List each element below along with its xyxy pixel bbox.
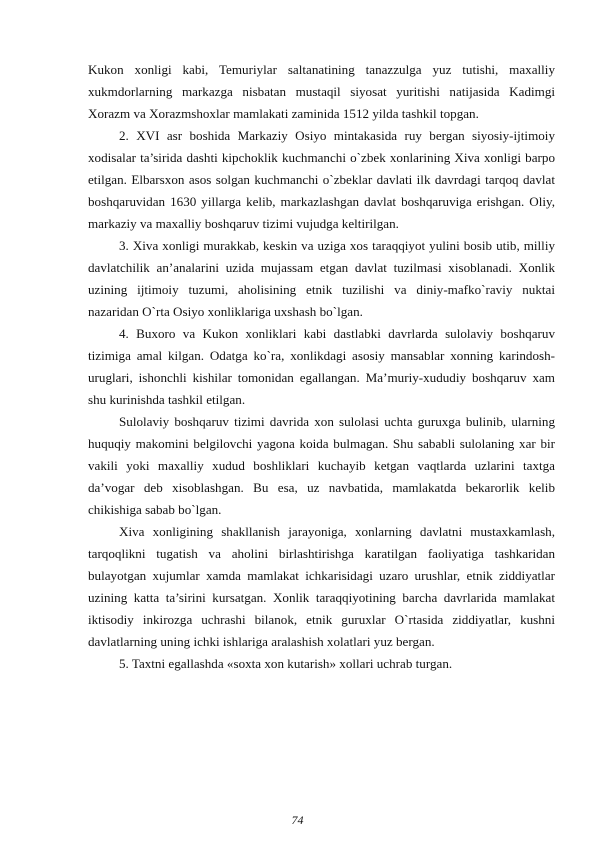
page-body: [88, 59, 555, 675]
page-number: 74: [291, 813, 304, 827]
paragraph-5: Sulolaviy boshqaruv tizimi davrida xon sulolasi uchta guruxga bulinib, ularning huquqiy makomini belgilovchi yagona koida bulmagan. Shu sababli sulolaning xar bir vakili yoki maxalliy xudud boshliklari kuchayib ketgan vaqtlarda uzlarini taxtga da’vogar deb xisoblashgan. Bu esa, uz navbatida, mamlakatda bekarorlik kelib chikishiga sabab bo`lgan.: [88, 414, 555, 517]
paragraph-4: 4. Buxoro va Kukon xonliklari kabi dastlabki davrlarda sulolaviy boshqaruv tizimiga amal kilgan. Odatga ko`ra, xonlikdagi asosiy mansablar xonning karindosh-uruglari, ishonchli kishilar tomonidan egallangan. Ma’muriy-xududiy boshqaruv xam shu kurinishda tashkil etilgan.: [88, 326, 555, 407]
paragraph-1: Kukon xonligi kabi, Temuriylar saltanatining tanazzulga yuz tutishi, maxalliy xukmdorlarning markazga nisbatan mustaqil siyosat yuritishi natijasida Kadimgi Xorazm va Xorazmshoxlar mamlakati zaminida 1512 yilda tashkil topgan.: [88, 62, 555, 121]
paragraph-3: 3. Xiva xonligi murakkab, keskin va uziga xos taraqqiyot yulini bosib utib, milliy davlatchilik an’analarini uzida mujassam etgan davlat tuzilmasi xisoblanadi. Xonlik uzining ijtimoiy tuzumi, aholisining etnik tuzilishi va diniy-mafko`raviy nuktai nazaridan O`rta Osiyo xonliklariga uxshash bo`lgan.: [88, 238, 555, 319]
paragraph-6: Xiva xonligining shakllanish jarayoniga, xonlarning davlatni mustaxkamlash, tarqoqlikni tugatish va aholini birlashtirishga karatilgan faoliyatiga tashkaridan bulayotgan xujumlar xamda mamlakat ichkarisidagi uzaro urushlar, etnik ziddiyatlar uzining katta ta’sirini kursatgan. Xonlik taraqqiyotining barcha davrlarida mamlakat iktisodiy inkirozga uchrashi bilanok, etnik guruxlar O`rtasida ziddiyatlar, kushni davlatlarning uning ichki ishlariga aralashish xolatlari yuz bergan.: [88, 524, 555, 649]
paragraph-2: 2. XVI asr boshida Markaziy Osiyo mintakasida ruy bergan siyosiy-ijtimoiy xodisalar ta’sirida dashti kipchoklik kuchmanchi o`zbek xonlarining Xiva xonligi barpo etilgan. Elbarsxon asos solgan kuchmanchi o`zbeklar davlati ilk davrdagi tarqoq davlat boshqaruvidan 1630 yillarga kelib, markazlashgan davlat boshqaruviga erishgan. Oliy, markaziy va maxalliy boshqaruv tizimi vujudga keltirilgan.: [88, 128, 555, 231]
paragraph-7: 5. Taxtni egallashda «soxta xon kutarish» xollari uchrab turgan.: [119, 656, 453, 671]
